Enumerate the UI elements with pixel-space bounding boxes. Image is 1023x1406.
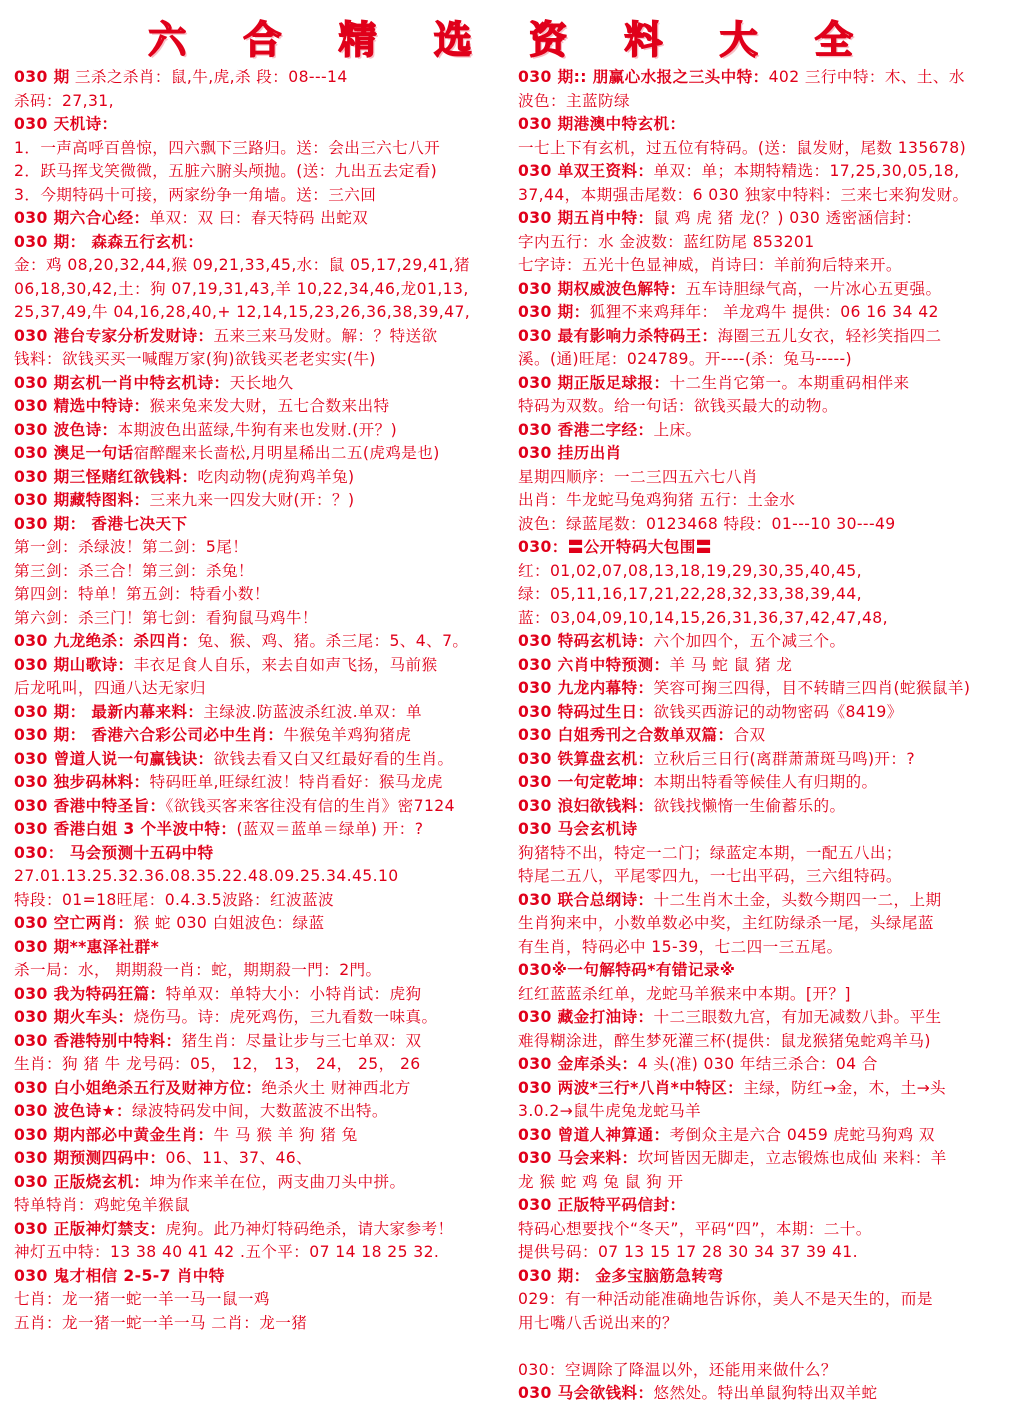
line-body: 十二生肖它第一。本期重码相伴来 <box>669 373 910 392</box>
line-body: 特单特肖：鸡蛇兔羊猴鼠 <box>14 1196 190 1214</box>
line-body: 第四剑：特单！第五剑：特看小数！ <box>14 585 270 603</box>
line-body: 星期四顺序：一二三四五六七八肖 <box>518 467 758 486</box>
line-body: 三来九来一四发大财(开：？) <box>149 491 355 509</box>
line-body: 欲钱去看又白又红最好看的生肖。 <box>213 749 454 768</box>
line-body: 《欲钱买客来客往没有信的生肖》密7124 <box>165 796 455 815</box>
line-heading: 030 浪妇欲钱料： <box>518 796 654 815</box>
line-heading: 030 香港白姐 3 个半波中特： <box>14 820 237 838</box>
line-body: 特单双：单特大小：小特肖试：虎狗 <box>165 984 422 1003</box>
line-body: 坎坷皆因无脚走，立志锻炼也成仙 来料：羊 <box>637 1149 947 1167</box>
right-text-line <box>518 513 1012 537</box>
left-text-line <box>14 1288 502 1312</box>
left-text-line <box>14 113 502 137</box>
line-heading: 030 期： 森森五行玄机： <box>14 232 204 251</box>
left-column <box>14 66 502 1335</box>
right-text-line <box>518 818 1012 842</box>
line-body: 第六剑：杀三门！第七剑：看狗鼠马鸡牛！ <box>14 608 318 627</box>
right-text-line <box>518 536 1012 560</box>
line-heading: 030 曾道人神算通： <box>518 1125 670 1144</box>
line-body: 029：有一种活动能准确地告诉你，美人不是天生的，而是 <box>518 1290 933 1308</box>
left-text-line <box>14 325 502 349</box>
line-body: 4 头(准) 030 年结三杀合：04 合 <box>637 1055 878 1073</box>
line-body: 吃肉动物(虎狗鸡羊兔) <box>197 467 355 486</box>
line-heading: 030 九龙绝杀：杀四肖： <box>14 632 198 650</box>
line-body: 一七上下有玄机，过五位有特码。(送：鼠发财，尾数 135678) <box>518 138 967 157</box>
right-text-line <box>518 137 1012 161</box>
line-body: 402 三行中特：木、土、水 <box>768 68 965 86</box>
right-text-line <box>518 160 1012 184</box>
line-heading: 030 白小姐绝杀五行及财神方位： <box>14 1078 262 1097</box>
line-body: 三杀之杀肖：鼠,牛,虎,杀 段：08---14 <box>69 68 348 86</box>
left-text-line <box>14 442 502 466</box>
line-heading: 030 独步码林料： <box>14 773 150 791</box>
left-text-line <box>14 889 502 913</box>
line-heading: 030 空亡两肖： <box>14 914 134 932</box>
right-text-line <box>518 654 1012 678</box>
line-body: 宿醉醒来长啬松,月明星稀出二五(虎鸡是也) <box>133 444 440 462</box>
left-text-line <box>14 372 502 396</box>
line-heading: 030※一句解特码*有错记录※ <box>518 961 736 979</box>
left-text-line <box>14 466 502 490</box>
right-text-line <box>518 912 1012 936</box>
line-heading: 030 六肖中特预测： <box>518 655 670 674</box>
right-text-line <box>518 231 1012 255</box>
line-body: 上床。 <box>653 420 702 439</box>
line-heading: 030 期三怪赌红欲钱料： <box>14 467 198 486</box>
line-heading: 030 期 <box>14 68 70 86</box>
left-text-line <box>14 301 502 325</box>
line-body: 考倒众主是六合 0459 虎蛇马狗鸡 双 <box>669 1125 935 1144</box>
line-body: 3．今期特码十可接，两家纷争一角墙。送：三六回 <box>14 185 377 204</box>
line-heading: 030 藏金打油诗： <box>518 1008 654 1026</box>
left-text-line <box>14 701 502 725</box>
right-text-line <box>518 560 1012 584</box>
right-text-line <box>518 889 1012 913</box>
line-heading: 030 马会玄机诗 <box>518 820 638 838</box>
line-heading: 030 香港二字经： <box>518 420 654 439</box>
line-body: 波色：主蓝防绿 <box>518 91 630 110</box>
left-text-line <box>14 1147 502 1171</box>
right-text-line <box>518 90 1012 114</box>
line-body: 鼠 鸡 虎 猪 龙(？) 030 透密涵信封： <box>653 209 922 227</box>
right-text-line <box>518 1335 1012 1359</box>
right-text-line <box>518 348 1012 372</box>
page-title <box>0 8 1023 64</box>
line-body: 猴 蛇 030 白姐波色：绿蓝 <box>133 914 325 932</box>
right-text-line <box>518 1077 1012 1101</box>
left-text-line <box>14 936 502 960</box>
left-text-line <box>14 207 502 231</box>
left-text-line <box>14 842 502 866</box>
right-text-line <box>518 419 1012 443</box>
right-text-line <box>518 372 1012 396</box>
line-heading: 030 正版神灯禁支： <box>14 1219 166 1238</box>
line-body: 欲钱买西游记的动物密码《8419》 <box>653 702 903 721</box>
line-heading: 030 港台专家分析发财诗： <box>14 326 214 345</box>
line-body: 06、11、37、46、 <box>165 1149 313 1167</box>
right-text-line <box>518 1265 1012 1289</box>
line-body: 十二三眼数九宫，有加无减数八卦。平生 <box>653 1008 942 1026</box>
right-text-line <box>518 1124 1012 1148</box>
page-title-text: 六 合 精 选 资 料 大 全 <box>148 17 875 62</box>
line-heading: 030 天机诗： <box>14 115 118 133</box>
line-body: 十二生肖木土金，头数今期四一二，上期 <box>653 890 942 909</box>
right-text-line <box>518 395 1012 419</box>
line-heading: 030 特码玄机诗： <box>518 632 654 650</box>
right-text-line <box>518 1030 1012 1054</box>
line-body: 红红蓝蓝杀红单，龙蛇马羊猴来中本期。[开？] <box>518 984 851 1003</box>
line-heading: 030 联合总纲诗： <box>518 890 654 909</box>
line-body: 特码旺单,旺绿红波！特肖看好：猴马龙虎 <box>149 773 443 791</box>
left-text-line <box>14 348 502 372</box>
line-body: 25,37,49,牛 04,16,28,40,+ 12,14,15,23,26,36,38,39,47, <box>14 303 471 321</box>
line-body: 第一剑：杀绿波！第二剑：5尾！ <box>14 538 249 556</box>
line-body: 狗猪特不出，特定一二门；绿蓝定本期，一配五八出； <box>518 843 902 862</box>
line-heading: 030 两波*三行*八肖*中特区： <box>518 1078 744 1097</box>
line-heading: 030 正版烧玄机： <box>14 1172 150 1191</box>
line-body: 主绿，防红→金，木，土→头 <box>743 1078 947 1097</box>
left-text-line <box>14 1077 502 1101</box>
line-body: 特尾二五八，平尾零四九，一七出平码，三六组特码。 <box>518 867 902 885</box>
line-body: 字内五行：水 金波数：蓝红防尾 853201 <box>518 232 815 251</box>
line-body: 特码为双数。给一句话：欲钱买最大的动物。 <box>518 397 838 415</box>
right-text-line <box>518 301 1012 325</box>
line-body: 红：01,02,07,08,13,18,19,29,30,35,40,45, <box>518 561 862 580</box>
line-body: 27.01.13.25.32.36.08.35.22.48.09.25.34.45.10 <box>14 867 399 885</box>
line-body: 兔、猴、鸡、猪。杀三尾：5、4、7。 <box>197 632 469 650</box>
line-body: 3.0.2→鼠牛虎兔龙蛇马羊 <box>518 1102 702 1120</box>
right-text-line <box>518 1312 1012 1336</box>
line-heading: 030 精选中特诗： <box>14 397 150 415</box>
right-text-line <box>518 795 1012 819</box>
line-heading: 030 波色诗： <box>14 420 118 439</box>
line-heading: 030 期： <box>518 303 590 321</box>
right-text-line <box>518 865 1012 889</box>
line-body: 金：鸡 08,20,32,44,猴 09,21,33,45,水：鼠 05,17,29,41,猪 <box>14 256 471 274</box>
line-body: 丰衣足食人自乐，来去自如声飞扬，马前猴 <box>133 655 438 674</box>
line-body: 牛猴兔羊鸡狗猪虎 <box>283 726 412 744</box>
line-heading: 030 期五肖中特： <box>518 209 654 227</box>
line-body: 特段：01=18旺尾：0.4.3.5波路：红波蓝波 <box>14 890 335 909</box>
line-body: 虎狗。此乃神灯特码绝杀，请大家参考！ <box>165 1219 454 1238</box>
line-body: 用七嘴八舌说出来的？ <box>518 1313 678 1332</box>
left-text-line <box>14 1053 502 1077</box>
line-heading: 030 九龙内幕特： <box>518 679 654 697</box>
line-heading: 030 期： 香港七决天下 <box>14 514 188 533</box>
right-text-line <box>518 466 1012 490</box>
left-text-line <box>14 583 502 607</box>
line-body: 海圈三五儿女衣，轻衫笑指四二 <box>717 326 942 345</box>
line-heading: 030： 马会预测十五码中特 <box>14 843 214 862</box>
line-body: 合双 <box>733 726 766 744</box>
right-column <box>518 66 1012 1406</box>
line-heading: 030 期权威波色解特： <box>518 279 686 298</box>
right-text-line <box>518 748 1012 772</box>
line-body: 难得糊涂进，醉生梦死灌三杯(提供：鼠龙猴猪兔蛇鸡羊马) <box>518 1031 931 1050</box>
line-body: 06,18,30,42,土：狗 07,19,31,43,羊 10,22,34,46,龙01,13, <box>14 279 469 298</box>
line-body: 有生肖，特码必中 15-39，七二四一三五尾。 <box>518 937 843 956</box>
right-text-line <box>518 1241 1012 1265</box>
left-text-line <box>14 724 502 748</box>
left-text-line <box>14 983 502 1007</box>
line-body: 030：空调除了降温以外，还能用来做什么？ <box>518 1360 837 1379</box>
line-body: 杀码：27,31, <box>14 91 114 110</box>
right-text-line <box>518 184 1012 208</box>
left-text-line <box>14 160 502 184</box>
left-text-line <box>14 654 502 678</box>
left-text-line <box>14 419 502 443</box>
right-text-line <box>518 936 1012 960</box>
left-text-line <box>14 137 502 161</box>
left-text-line <box>14 771 502 795</box>
line-heading: 030 马会欲钱料： <box>518 1384 654 1402</box>
line-heading: 030 香港中特圣旨： <box>14 796 166 815</box>
line-body: 杀一局：水， 期期殺一肖：蛇，期期殺一門：2門。 <box>14 961 382 979</box>
left-text-line <box>14 748 502 772</box>
left-text-line <box>14 1265 502 1289</box>
line-body: 猴来兔来发大财，五七合数来出特 <box>149 397 390 415</box>
left-text-line <box>14 677 502 701</box>
line-heading: 030 澳足一句话 <box>14 444 134 462</box>
line-heading: 030 期火车头： <box>14 1008 134 1026</box>
line-heading: 030 单双王资料： <box>518 162 654 180</box>
line-heading: 030 期内部必中黄金生肖： <box>14 1125 214 1144</box>
line-body: 绝杀火土 财神西北方 <box>261 1078 411 1097</box>
line-body: 37,44，本期强击尾数：6 030 独家中特料：三来七来狗发财。 <box>518 185 969 204</box>
line-body: 悠然处。特出单鼠狗特出双羊蛇 <box>653 1384 878 1402</box>
line-body: 烧伤马。诗：虎死鸡伤，三九看数一味真。 <box>133 1008 438 1026</box>
line-heading: 030 香港特别中特料： <box>14 1031 182 1050</box>
line-heading: 030 期正版足球报： <box>518 373 670 392</box>
line-body: 蓝：03,04,09,10,14,15,26,31,36,37,42,47,48, <box>518 608 888 627</box>
line-body: 龙 猴 蛇 鸡 兔 鼠 狗 开 <box>518 1172 684 1191</box>
left-text-line <box>14 818 502 842</box>
line-body: 欲钱找懒惰一生偷蓄乐的。 <box>653 796 846 815</box>
line-body: 本期波色出蓝绿,牛狗有来也发财.(开？) <box>117 420 398 439</box>
right-text-line <box>518 207 1012 231</box>
line-body: 主绿波.防蓝波杀红波.单双：单 <box>203 702 422 721</box>
line-heading: 030 期六合心经： <box>14 209 150 227</box>
line-body: 五来三来马发财。解：？特送欲 <box>213 326 438 345</box>
line-body: 猪生肖：尽量让步与三七单双：双 <box>181 1031 422 1050</box>
line-heading: 030 期**惠泽社群* <box>14 937 160 956</box>
right-text-line <box>518 677 1012 701</box>
line-body: 单双：单；本期特精选：17,25,30,05,18, <box>653 162 960 180</box>
left-text-line <box>14 66 502 90</box>
left-text-line <box>14 560 502 584</box>
left-text-line <box>14 184 502 208</box>
line-heading: 030 期玄机一肖中特玄机诗： <box>14 373 230 392</box>
line-body: 单双：双 曰：春天特码 出蛇双 <box>149 209 369 227</box>
line-heading: 030 期:: 朋赢心水报之三头中特： <box>518 68 769 86</box>
line-body: 1．一声高呼百兽惊，四六飘下三路归。送：会出三六七八开 <box>14 138 441 157</box>
line-body: 坤为作来羊在位，两支曲刀头中拼。 <box>149 1172 406 1191</box>
line-heading: 030 我为特码狂篇： <box>14 984 166 1003</box>
line-body: 六个加四个，五个减三个。 <box>653 632 846 650</box>
line-heading: 030：〓公开特码大包围〓 <box>518 538 712 556</box>
right-text-line <box>518 1288 1012 1312</box>
right-text-line <box>518 1171 1012 1195</box>
left-text-line <box>14 536 502 560</box>
line-body: 七肖：龙一猪一蛇一羊一马一鼠一鸡 <box>14 1290 270 1308</box>
line-heading: 030 正版特平码信封： <box>518 1196 686 1214</box>
right-text-line <box>518 1359 1012 1383</box>
right-text-line <box>518 1218 1012 1242</box>
line-heading: 030 期港澳中特玄机： <box>518 115 686 133</box>
left-text-line <box>14 395 502 419</box>
left-text-line <box>14 90 502 114</box>
right-text-line <box>518 1382 1012 1406</box>
line-heading: 030 铁算盘玄机： <box>518 749 654 768</box>
right-text-line <box>518 325 1012 349</box>
line-body: 生肖狗来中，小数单数必中奖，主红防绿杀一尾，头绿尾蓝 <box>518 914 934 932</box>
right-text-line <box>518 607 1012 631</box>
line-heading: 030 挂历出肖 <box>518 444 622 462</box>
left-text-line <box>14 1100 502 1124</box>
line-heading: 030 期： 金多宝脑筋急转弯 <box>518 1266 724 1285</box>
line-heading: 030 期： 最新内幕来料： <box>14 702 204 721</box>
line-body: 笑容可掬三四得，目不转睛三四肖(蛇猴鼠羊) <box>653 679 971 697</box>
left-text-line <box>14 912 502 936</box>
line-body: 2．跃马挥戈笑微微，五脏六腑头颅抛。(送：九出五去定看) <box>14 162 438 180</box>
left-text-line <box>14 1171 502 1195</box>
line-body: 第三剑：杀三合！第三剑：杀兔！ <box>14 561 254 580</box>
line-body: 狐狸不来鸡拜年： 羊龙鸡牛 提供：06 16 34 42 <box>589 303 939 321</box>
left-text-line <box>14 1194 502 1218</box>
line-heading: 030 期： 香港六合彩公司必中生肖： <box>14 726 284 744</box>
right-text-line <box>518 254 1012 278</box>
left-text-line <box>14 254 502 278</box>
line-body: 五车诗胆绿气高，一片冰心五更强。 <box>685 279 942 298</box>
line-body: 钱料：欲钱买买一喊醒万家(狗)欲钱买老老实实(牛) <box>14 350 376 368</box>
left-text-line <box>14 1006 502 1030</box>
right-text-line <box>518 983 1012 1007</box>
line-body: 牛 马 猴 羊 狗 猪 兔 <box>213 1125 358 1144</box>
right-text-line <box>518 701 1012 725</box>
line-body: 天长地久 <box>229 373 294 392</box>
line-heading: 030 金库杀头： <box>518 1055 638 1073</box>
right-text-line <box>518 959 1012 983</box>
left-text-line <box>14 865 502 889</box>
line-body: 出肖：牛龙蛇马兔鸡狗猪 五行：土金水 <box>518 491 796 509</box>
right-text-line <box>518 583 1012 607</box>
line-body: 波色：绿蓝尾数：0123468 特段：01---10 30---49 <box>518 514 896 533</box>
right-text-line <box>518 278 1012 302</box>
left-text-line <box>14 231 502 255</box>
line-heading: 030 曾道人说一句赢钱诀： <box>14 749 214 768</box>
left-text-line <box>14 513 502 537</box>
line-body: 溪。(通)旺尾：024789。开----(杀：兔马-----) <box>518 350 853 368</box>
right-text-line <box>518 842 1012 866</box>
line-body: (蓝双＝蓝单＝绿单) 开：? <box>236 820 424 838</box>
left-text-line <box>14 630 502 654</box>
line-heading: 030 鬼才相信 2-5-7 肖中特 <box>14 1266 225 1285</box>
right-text-line <box>518 630 1012 654</box>
line-body: 立秋后三日行(离群萧萧斑马鸣)开：? <box>653 749 916 768</box>
line-body: 提供号码：07 13 15 17 28 30 34 37 39 41. <box>518 1243 858 1261</box>
right-text-line <box>518 724 1012 748</box>
right-text-line <box>518 1194 1012 1218</box>
left-text-line <box>14 1218 502 1242</box>
left-text-line <box>14 1241 502 1265</box>
line-body: 特码心想要找个“冬天”，平码“四”，本期：二十。 <box>518 1219 872 1238</box>
line-body: 本期出特看等候佳人有归期的。 <box>653 773 878 791</box>
right-text-line <box>518 1100 1012 1124</box>
right-text-line <box>518 489 1012 513</box>
left-text-line <box>14 1312 502 1336</box>
left-text-line <box>14 795 502 819</box>
right-text-line <box>518 66 1012 90</box>
right-text-line <box>518 113 1012 137</box>
line-heading: 030 白姐秀刊之合数单双篇： <box>518 726 734 744</box>
line-body: 五肖：龙一猪一蛇一羊一马 二肖：龙一猪 <box>14 1313 308 1332</box>
line-heading: 030 期藏特图料： <box>14 491 150 509</box>
right-text-line <box>518 771 1012 795</box>
left-text-line <box>14 1030 502 1054</box>
line-body: 羊 马 蛇 鼠 猪 龙 <box>669 655 793 674</box>
left-text-line <box>14 278 502 302</box>
right-text-line <box>518 1147 1012 1171</box>
right-text-line <box>518 1006 1012 1030</box>
line-heading: 030 期预测四码中： <box>14 1149 166 1167</box>
line-heading: 030 期山歌诗： <box>14 655 134 674</box>
line-heading: 030 最有影响力杀特码王： <box>518 326 718 345</box>
left-text-line <box>14 489 502 513</box>
left-text-line <box>14 959 502 983</box>
line-body: 七字诗：五光十色显神威，肖诗曰：羊前狗后特来开。 <box>518 256 902 274</box>
line-heading: 030 特码过生日： <box>518 702 654 721</box>
line-body: 绿波特码发中间，大数蓝波不出特。 <box>131 1102 388 1120</box>
line-body: 神灯五中特：13 38 40 41 42 .五个平：07 14 18 25 32. <box>14 1243 440 1261</box>
line-body: 后龙吼叫，四通八达无家归 <box>14 679 206 697</box>
right-text-line <box>518 1053 1012 1077</box>
right-text-line <box>518 442 1012 466</box>
line-heading: 030 波色诗★： <box>14 1102 132 1120</box>
left-text-line <box>14 1124 502 1148</box>
line-body: 绿：05,11,16,17,21,22,28,32,33,38,39,44, <box>518 585 862 603</box>
line-heading: 030 马会来料： <box>518 1149 638 1167</box>
line-body: 生肖：狗 猪 牛 龙号码：05， 12， 13， 24， 25， 26 <box>14 1055 421 1073</box>
line-heading: 030 一句定乾坤： <box>518 773 654 791</box>
left-text-line <box>14 607 502 631</box>
